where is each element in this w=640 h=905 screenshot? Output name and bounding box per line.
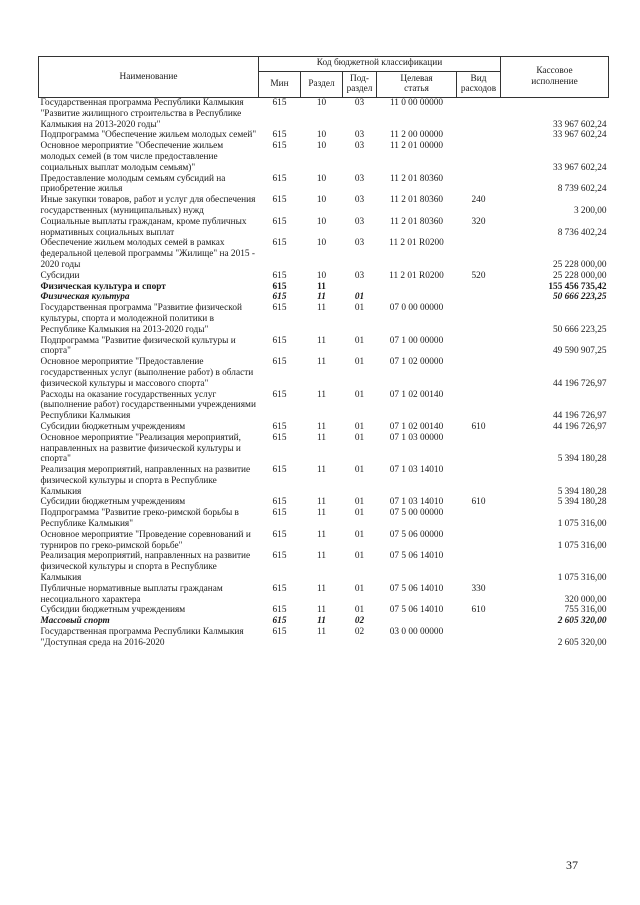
cell-subsection: 01 <box>354 551 365 562</box>
cell-section: 11 <box>317 303 326 314</box>
cell-section: 10 <box>316 130 327 141</box>
cell-exp-type: 240 <box>471 195 486 206</box>
cell-subsection: 01 <box>354 357 365 368</box>
cell-article: 07 1 03 00000 <box>389 432 444 443</box>
cell-min: 615 <box>272 465 287 476</box>
cell-section: 11 <box>317 292 326 303</box>
table-row <box>39 98 609 131</box>
cell-subsection: 01 <box>354 432 365 443</box>
cell-exp-type: 330 <box>471 583 486 594</box>
cell-name: Обеспечение жильем молодых семей в рамках федеральной целевой программы "Жилище" на 2015 - 2020 годы <box>40 238 255 270</box>
cell-min: 615 <box>272 335 287 346</box>
cell-subsection: 01 <box>354 583 365 594</box>
table-row <box>39 174 609 196</box>
cell-min: 615 <box>272 303 287 314</box>
cell-amount: 155 456 735,42 <box>548 281 607 292</box>
table-row <box>39 238 609 270</box>
cell-name: Реализация мероприятий, направленных на развитие физической культуры и спорта в Республике Калмыкия <box>40 551 251 584</box>
cell-subsection: 03 <box>354 130 365 141</box>
cell-subsection: 03 <box>354 238 365 249</box>
cell-subsection: 01 <box>354 508 365 519</box>
cell-section: 10 <box>316 270 327 281</box>
cell-min: 615 <box>272 141 287 152</box>
header-min: Мин <box>259 71 301 97</box>
cell-min: 615 <box>272 551 287 562</box>
cell-name: Иные закупки товаров, работ и услуг для обеспечения государственных (муниципальных) нужд <box>40 195 256 216</box>
table-row <box>39 465 609 497</box>
cell-name: Государственная программа Республики Калмыкия "Доступная среда на 2016-2020 <box>40 627 244 648</box>
cell-name: Основное мероприятие "Проведение соревнований и турниров по греко-римской борьбе" <box>40 529 251 551</box>
header-code-group: Код бюджетной классификации <box>259 57 501 72</box>
cell-article: 07 1 02 00140 <box>389 421 444 432</box>
cell-amount: 1 075 316,00 <box>557 519 607 530</box>
cell-exp-type <box>457 433 501 465</box>
table-row <box>39 497 609 508</box>
cell-subsection: 02 <box>354 627 365 638</box>
cell-min: 615 <box>272 130 287 141</box>
cell-name: Основное мероприятие "Предоставление государственных услуг (выполнение работ) в области физической культуры и массового спорта" <box>40 357 254 389</box>
cell-name: Основное мероприятие "Обеспечение жильем молодых семей (в том числе предоставление социальных выплат молодым семьям)" <box>40 141 224 173</box>
cell-section: 11 <box>317 335 326 346</box>
cell-section: 11 <box>317 357 326 368</box>
cell-section: 11 <box>317 627 326 638</box>
table-row <box>39 357 609 389</box>
cell-amount: 50 666 223,25 <box>553 324 607 335</box>
cell-article <box>377 292 457 303</box>
cell-name: Подпрограмма "Обеспечение жильем молодых семей" <box>40 130 257 141</box>
cell-exp-type <box>457 508 501 530</box>
cell-exp-type <box>457 292 501 303</box>
cell-name: Предоставление молодым семьям субсидий на приобретение жилья <box>40 173 226 195</box>
cell-article: 11 2 01 80360 <box>389 216 444 227</box>
cell-min: 615 <box>272 627 287 638</box>
header-subsection: Под- раздел <box>343 71 377 97</box>
cell-article: 07 5 00 00000 <box>389 508 444 519</box>
cell-article: 07 5 06 14010 <box>389 583 444 594</box>
cell-exp-type <box>457 303 501 335</box>
cell-exp-type <box>457 530 501 552</box>
cell-exp-type: 320 <box>471 216 486 227</box>
cell-amount: 44 196 726,97 <box>553 411 607 422</box>
cell-article: 07 1 03 14010 <box>389 497 444 508</box>
cell-subsection: 01 <box>354 497 365 508</box>
cell-amount: 755 316,00 <box>564 605 607 616</box>
cell-article: 11 2 01 R0200 <box>389 270 444 281</box>
cell-section: 11 <box>317 583 326 594</box>
table-row <box>39 336 609 358</box>
cell-amount: 49 590 907,25 <box>553 346 607 357</box>
cell-name: Субсидии бюджетным учреждениям <box>40 421 186 432</box>
cell-name: Публичные нормативные выплаты гражданам несоциального характера <box>40 583 223 605</box>
cell-amount: 3 200,00 <box>573 205 607 216</box>
budget-table <box>38 56 609 649</box>
cell-min: 615 <box>272 583 287 594</box>
cell-name: Реализация мероприятий, направленных на развитие физической культуры и спорта в Республике Калмыкия <box>40 465 251 497</box>
cell-article: 11 2 01 R0200 <box>389 238 444 249</box>
cell-article: 07 1 02 00140 <box>389 389 444 400</box>
cell-article <box>377 616 457 627</box>
cell-min: 615 <box>272 195 287 206</box>
cell-exp-type <box>457 390 501 422</box>
cell-amount: 25 228 000,00 <box>553 270 607 281</box>
cell-exp-type: 610 <box>471 421 486 432</box>
cell-section: 10 <box>316 141 327 152</box>
cell-min: 615 <box>272 270 287 281</box>
cell-subsection: 01 <box>354 335 365 346</box>
table-row <box>39 605 609 616</box>
cell-article: 07 5 06 14010 <box>389 551 444 562</box>
cell-name: Расходы на оказание государственных услуг (выполнение работ) государственными учреждениями Республики Калмыкия <box>40 389 256 422</box>
cell-exp-type <box>457 238 501 270</box>
cell-article: 11 2 01 80360 <box>389 173 444 184</box>
cell-amount: 50 666 223,25 <box>553 292 607 303</box>
cell-section: 10 <box>316 216 327 227</box>
cell-min: 615 <box>272 238 287 249</box>
cell-article: 07 1 00 00000 <box>389 335 444 346</box>
cell-article: 07 1 02 00000 <box>389 357 444 368</box>
cell-name: Субсидии бюджетным учреждениям <box>40 605 186 616</box>
cell-amount: 44 196 726,97 <box>553 421 607 432</box>
cell-subsection: 03 <box>354 270 365 281</box>
cell-section: 11 <box>317 529 326 540</box>
cell-section: 11 <box>317 605 326 616</box>
cell-article: 07 1 03 14010 <box>389 465 444 476</box>
cell-amount: 33 967 602,24 <box>553 130 607 141</box>
cell-amount: 5 394 180,28 <box>557 486 607 497</box>
cell-subsection: 01 <box>354 303 365 314</box>
cell-name: Подпрограмма "Развитие греко-римской борьбы в Республике Калмыкия" <box>40 508 239 530</box>
cell-amount: 2 605 320,00 <box>557 637 607 648</box>
cell-exp-type <box>457 616 501 627</box>
cell-article: 11 2 00 00000 <box>389 130 444 141</box>
table-row <box>39 530 609 552</box>
cell-name: Физическая культура <box>40 292 130 303</box>
table-row <box>39 627 609 649</box>
table-row <box>39 217 609 239</box>
table-row <box>39 303 609 335</box>
table-row <box>39 282 609 293</box>
cell-amount: 33 967 602,24 <box>553 119 607 130</box>
page-number: 37 <box>566 858 578 872</box>
cell-exp-type <box>457 130 501 141</box>
cell-subsection: 03 <box>354 195 365 206</box>
cell-section: 11 <box>317 389 326 400</box>
cell-min: 615 <box>272 529 287 540</box>
cell-min: 615 <box>272 497 287 508</box>
cell-name: Подпрограмма "Развитие физической культуры и спорта" <box>40 335 236 357</box>
cell-amount: 320 000,00 <box>564 594 607 605</box>
table-row <box>39 508 609 530</box>
cell-min: 615 <box>272 508 287 519</box>
table-row <box>39 390 609 422</box>
cell-subsection: 03 <box>354 98 365 108</box>
header-name: Наименование <box>39 57 259 98</box>
cell-article: 11 2 01 00000 <box>389 141 444 152</box>
cell-article: 03 0 00 00000 <box>389 627 444 638</box>
table-row <box>39 422 609 433</box>
cell-name: Субсидии бюджетным учреждениям <box>40 497 186 508</box>
table-row <box>39 616 609 627</box>
table-header <box>39 57 609 98</box>
cell-section: 10 <box>316 195 327 206</box>
cell-subsection: 03 <box>354 173 365 184</box>
cell-name: Основное мероприятие "Реализация мероприятий, направленных на развитие физической культуры и спорта" <box>40 432 241 465</box>
cell-article <box>377 282 457 293</box>
cell-section: 11 <box>317 465 326 476</box>
cell-amount: 33 967 602,24 <box>553 162 607 173</box>
cell-section: 11 <box>317 497 326 508</box>
cell-exp-type <box>457 282 501 293</box>
budget-table-wrapper <box>38 56 608 649</box>
cell-subsection: 01 <box>354 421 365 432</box>
cell-section: 11 <box>317 421 326 432</box>
cell-section: 10 <box>316 98 327 108</box>
cell-section: 10 <box>316 173 327 184</box>
cell-amount: 8 739 602,24 <box>557 184 607 195</box>
cell-exp-type <box>457 174 501 196</box>
table-row <box>39 551 609 583</box>
cell-min: 615 <box>272 292 287 303</box>
cell-section: 11 <box>317 432 326 443</box>
cell-subsection: 02 <box>354 616 365 627</box>
table-row <box>39 584 609 606</box>
cell-exp-type: 520 <box>471 270 486 281</box>
cell-min: 615 <box>272 98 287 108</box>
table-row <box>39 130 609 141</box>
cell-subsection: 03 <box>354 216 365 227</box>
cell-min: 615 <box>272 616 287 627</box>
cell-exp-type <box>457 551 501 583</box>
cell-article: 07 5 06 14010 <box>389 605 444 616</box>
cell-name: Социальные выплаты гражданам, кроме публичных нормативных социальных выплат <box>40 216 247 238</box>
cell-subsection: 01 <box>354 389 365 400</box>
table-row <box>39 433 609 465</box>
cell-amount: 1 075 316,00 <box>557 573 607 584</box>
cell-name: Физическая культура и спорт <box>40 281 166 292</box>
cell-subsection: 01 <box>354 605 365 616</box>
cell-article: 07 0 00 00000 <box>389 303 444 314</box>
header-exp-type: Вид расходов <box>457 71 501 97</box>
cell-name: Государственная программа "Развитие физической культуры, спорта и молодежной политики в Республике Калмыкия на 2013-2020 годы" <box>40 303 242 335</box>
cell-section: 11 <box>317 616 326 627</box>
cell-name: Массовый спорт <box>40 616 110 627</box>
cell-subsection: 01 <box>354 529 365 540</box>
cell-exp-type: 610 <box>471 497 486 508</box>
cell-min: 615 <box>272 605 287 616</box>
cell-amount: 5 394 180,28 <box>557 497 607 508</box>
cell-exp-type <box>457 627 501 649</box>
cell-min: 615 <box>272 421 287 432</box>
cell-subsection <box>343 282 377 293</box>
cell-min: 615 <box>272 173 287 184</box>
cell-exp-type <box>457 98 501 131</box>
cell-subsection: 01 <box>354 465 365 476</box>
cell-exp-type <box>457 141 501 173</box>
cell-exp-type <box>457 357 501 389</box>
table-row <box>39 195 609 217</box>
cell-subsection: 01 <box>354 292 365 303</box>
cell-min: 615 <box>272 432 287 443</box>
cell-name: Государственная программа Республики Калмыкия "Развитие жилищного строительства в Республике Калмыкия на 2013-2020 годы" <box>40 98 244 130</box>
header-article: Целевая статья <box>377 71 457 97</box>
cell-subsection: 03 <box>354 141 365 152</box>
cell-amount: 5 394 180,28 <box>557 454 607 465</box>
cell-exp-type <box>457 336 501 358</box>
cell-amount: 2 605 320,00 <box>557 616 607 627</box>
table-row <box>39 141 609 173</box>
cell-amount: 25 228 000,00 <box>553 259 607 270</box>
cell-min: 615 <box>272 281 287 292</box>
table-row <box>39 292 609 303</box>
cell-article: 07 5 06 00000 <box>389 529 444 540</box>
cell-amount: 44 196 726,97 <box>553 378 607 389</box>
table-row <box>39 271 609 282</box>
cell-amount: 8 736 402,24 <box>557 227 607 238</box>
cell-min: 615 <box>272 216 287 227</box>
cell-min: 615 <box>272 357 287 368</box>
cell-section: 11 <box>317 508 326 519</box>
cell-section: 11 <box>317 551 326 562</box>
cell-min: 615 <box>272 389 287 400</box>
cell-amount: 1 075 316,00 <box>557 540 607 551</box>
header-amount: Кассовое исполнение <box>501 57 609 98</box>
header-section: Раздел <box>301 71 343 97</box>
cell-article: 11 2 01 80360 <box>389 195 444 206</box>
table-body <box>39 98 609 649</box>
cell-name: Субсидии <box>40 270 80 281</box>
cell-section: 10 <box>316 238 327 249</box>
cell-exp-type: 610 <box>471 605 486 616</box>
cell-exp-type <box>457 465 501 497</box>
cell-article: 11 0 00 00000 <box>389 98 444 108</box>
cell-section: 11 <box>317 281 326 292</box>
